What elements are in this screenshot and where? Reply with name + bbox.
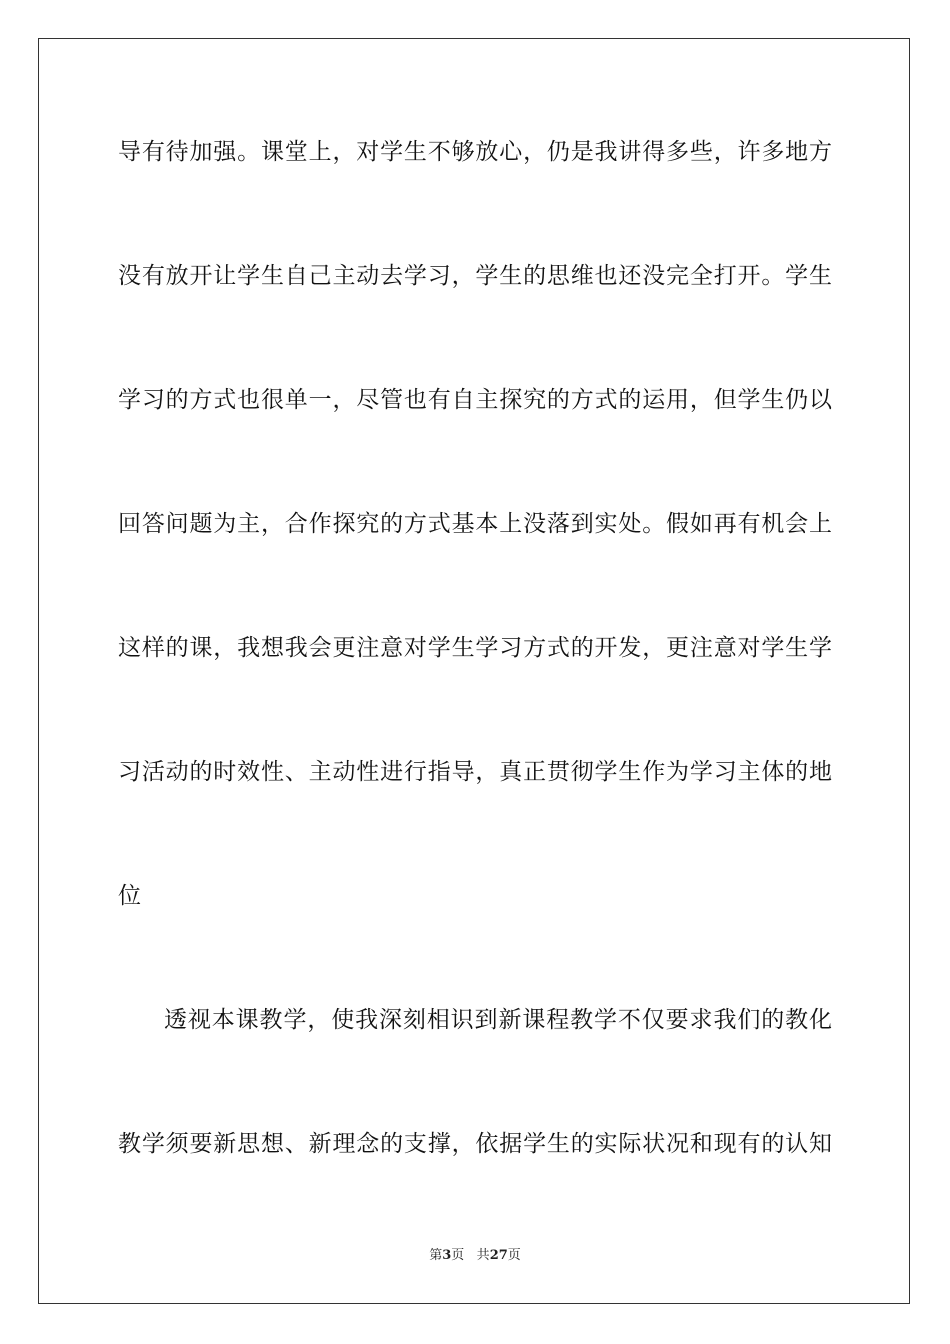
body-line-6: 习活动的时效性、主动性进行指导，真正贯彻学生作为学习主体的地	[118, 759, 832, 785]
body-line-1: 导有待加强。课堂上，对学生不够放心，仍是我讲得多些，许多地方	[118, 139, 832, 165]
total-pages: 27	[489, 1248, 508, 1263]
body-line-9: 教学须要新思想、新理念的支撑，依据学生的实际状况和现有的认知	[118, 1131, 832, 1157]
body-line-8: 透视本课教学，使我深刻相识到新课程教学不仅要求我们的教化	[164, 1007, 832, 1033]
page-border	[38, 38, 910, 1304]
body-line-3: 学习的方式也很单一，尽管也有自主探究的方式的运用，但学生仍以	[118, 387, 832, 413]
page-number: 3	[442, 1248, 452, 1263]
total-suffix: 页	[507, 1248, 521, 1263]
body-line-4: 回答问题为主，合作探究的方式基本上没落到实处。假如再有机会上	[118, 511, 832, 537]
body-line-2: 没有放开让学生自己主动去学习，学生的思维也还没完全打开。学生	[118, 263, 832, 289]
page-footer	[0, 1247, 950, 1265]
total-prefix: 共	[476, 1248, 490, 1263]
body-line-7: 位	[118, 883, 141, 909]
page-suffix: 页	[451, 1248, 465, 1263]
page-prefix: 第	[429, 1248, 443, 1263]
body-line-5: 这样的课，我想我会更注意对学生学习方式的开发，更注意对学生学	[118, 635, 832, 661]
